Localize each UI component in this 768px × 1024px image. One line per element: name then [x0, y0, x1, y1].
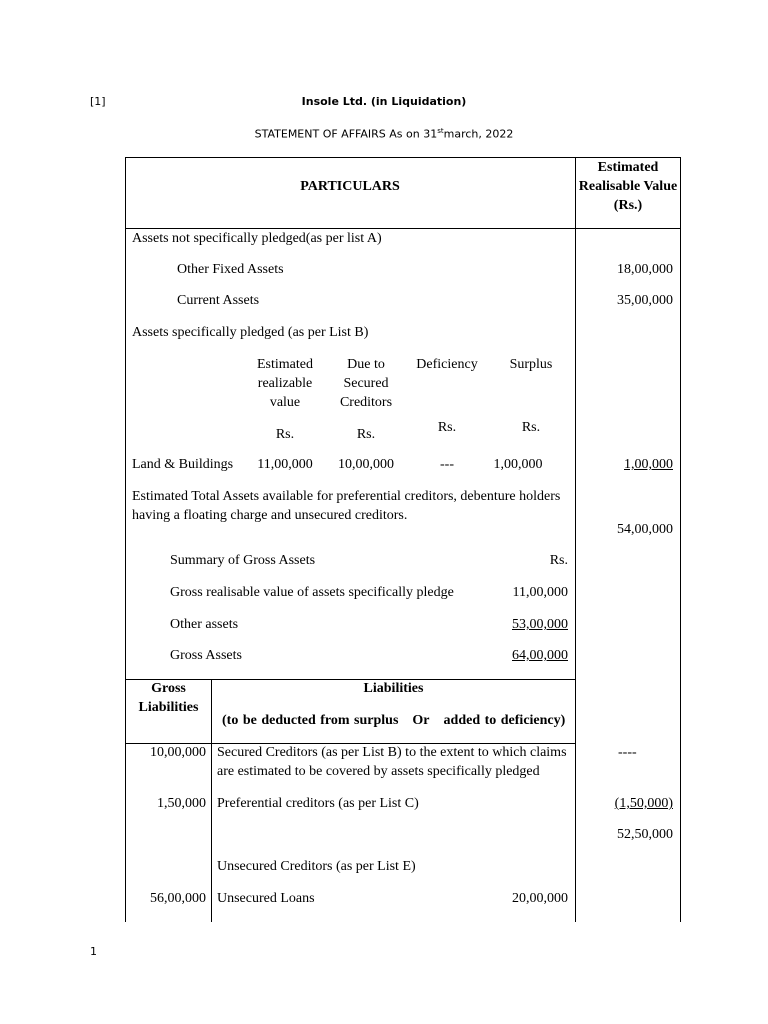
- pledged-col-erv-3: value: [269, 395, 301, 410]
- pledged-col-due-1: Due to: [347, 357, 385, 372]
- statement-title-prefix: STATEMENT OF AFFAIRS As on 31: [254, 127, 438, 141]
- table-left-border-upper: [125, 157, 126, 679]
- secured-line1: Secured Creditors (as per List B) to the extent to which claims: [217, 745, 567, 760]
- company-title: Insole Ltd. (in Liquidation): [301, 95, 467, 108]
- pledged-col-due-3: Creditors: [339, 395, 393, 410]
- other-fixed-assets-value: 18,00,000: [617, 262, 673, 277]
- unsecured-loans-value: 20,00,000: [512, 891, 568, 906]
- pledged-col-rs-erv: Rs.: [275, 427, 295, 442]
- pledged-col-due-2: Secured: [343, 376, 389, 391]
- land-buildings-label: Land & Buildings: [132, 457, 234, 472]
- land-buildings-due: 10,00,000: [338, 457, 394, 472]
- pledged-col-rs-due: Rs.: [356, 427, 376, 442]
- pledged-col-surplus: Surplus: [509, 357, 553, 372]
- unsecured-loans-gross: 56,00,000: [150, 891, 206, 906]
- gross-liabilities-header-2: Liabilities: [138, 700, 199, 715]
- preferential-label: Preferential creditors (as per List C): [217, 796, 419, 811]
- land-buildings-total: 1,00,000: [624, 457, 673, 472]
- pledged-heading: Assets specifically pledged (as per List B): [132, 325, 369, 340]
- gross-pledged-value: 11,00,000: [512, 585, 568, 600]
- estimated-total-line2: having a floating charge and unsecured creditors.: [132, 508, 408, 523]
- secured-line2: are estimated to be covered by assets specifically pledged: [217, 764, 540, 779]
- gross-pledged-label: Gross realisable value of assets specifically pledge: [170, 585, 454, 600]
- land-buildings-surplus: 1,00,000: [493, 457, 543, 472]
- erv-header-line1: Estimated: [597, 160, 659, 175]
- gross-assets-label: Gross Assets: [170, 648, 242, 663]
- gross-assets-value: 64,00,000: [512, 648, 568, 663]
- gross-liabilities-header-1: Gross: [151, 681, 186, 696]
- unsecured-heading: Unsecured Creditors (as per List E): [217, 859, 416, 874]
- liabilities-subtitle-a: (to be deducted from surplus: [222, 713, 399, 728]
- other-fixed-assets-label: Other Fixed Assets: [177, 262, 284, 277]
- land-buildings-erv: 11,00,000: [257, 457, 313, 472]
- summary-heading: Summary of Gross Assets: [170, 553, 316, 568]
- erv-header-line3: (Rs.): [613, 198, 643, 213]
- current-assets-value: 35,00,000: [617, 293, 673, 308]
- pledged-col-rs-surplus: Rs.: [521, 420, 541, 435]
- secured-gross: 10,00,000: [150, 745, 206, 760]
- preferential-gross: 1,50,000: [157, 796, 206, 811]
- liabilities-title: Liabilities: [363, 681, 424, 696]
- statement-title: [184, 127, 584, 141]
- other-assets-value: 53,00,000: [512, 617, 568, 632]
- gross-liabilities-divider: [211, 679, 212, 922]
- estimated-total-line1: Estimated Total Assets available for preferential creditors, debenture holders: [132, 489, 561, 504]
- not-pledged-heading: Assets not specifically pledged(as per list A): [132, 231, 382, 246]
- secured-value: ----: [618, 745, 637, 760]
- preferential-value: (1,50,000): [614, 796, 673, 811]
- table-right-border: [680, 157, 681, 922]
- particulars-header: PARTICULARS: [300, 179, 400, 194]
- pledged-col-erv-2: realizable: [257, 376, 313, 391]
- statement-title-suffix: march, 2022: [443, 127, 514, 141]
- after-preferential-value: 52,50,000: [617, 827, 673, 842]
- pledged-col-deficiency: Deficiency: [416, 357, 478, 372]
- liabilities-subtitle: [222, 711, 565, 730]
- statement-title-sup: st: [437, 127, 444, 135]
- liabilities-subtitle-b: added to deficiency): [443, 713, 566, 728]
- summary-rs: Rs.: [549, 553, 568, 568]
- liabilities-subtitle-or: Or: [412, 713, 430, 728]
- current-assets-label: Current Assets: [177, 293, 260, 308]
- page-number: 1: [90, 945, 97, 958]
- other-assets-label: Other assets: [170, 617, 239, 632]
- unsecured-loans-label: Unsecured Loans: [217, 891, 315, 906]
- erv-header-line2: Realisable Value: [578, 179, 678, 194]
- pledged-col-rs-deficiency: Rs.: [437, 420, 457, 435]
- estimated-total-value: 54,00,000: [617, 522, 673, 537]
- land-buildings-deficiency: ---: [440, 457, 454, 472]
- pledged-col-erv-1: Estimated: [257, 357, 313, 372]
- page-reference: [1]: [90, 95, 106, 108]
